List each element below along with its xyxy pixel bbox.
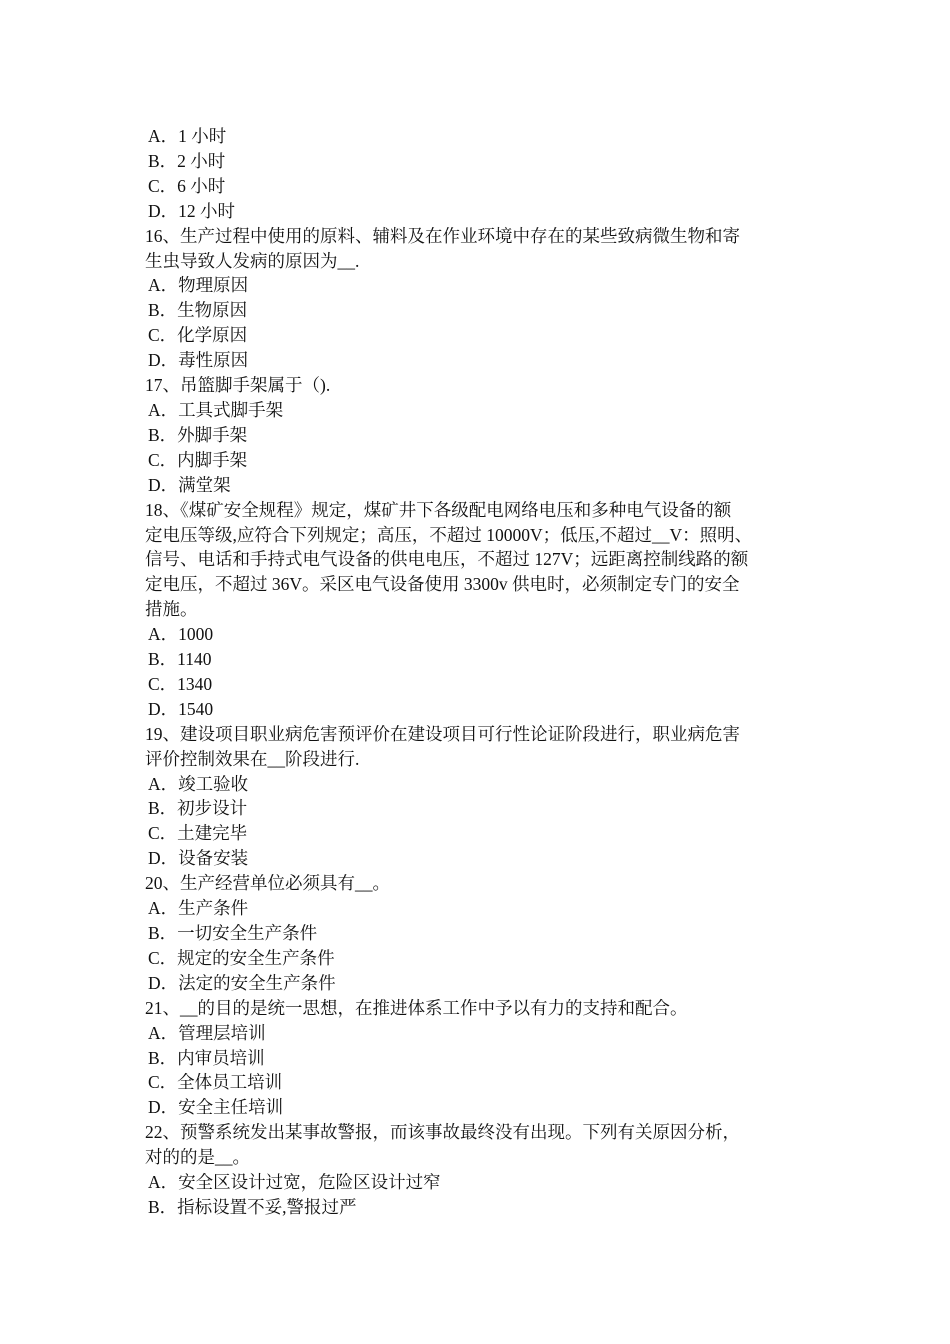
answer-option-line: C．土建完毕 [148, 823, 248, 844]
answer-option-line: B．1140 [148, 649, 212, 670]
question-text-line: 17、吊篮脚手架属于（). [145, 375, 331, 396]
document-page [145, 124, 825, 1220]
answer-option-line: A．物理原因 [148, 275, 249, 296]
answer-option-line: D．1540 [148, 698, 214, 719]
question-text-line: 19、建设项目职业病危害预评价在建设项目可行性论证阶段进行，职业病危害 [145, 723, 740, 744]
answer-option-line: B．2 小时 [148, 150, 226, 171]
answer-option-line: A．1 小时 [148, 126, 227, 146]
answer-option-line: C．化学原因 [148, 325, 248, 346]
question-text-line: 20、生产经营单位必须具有__。 [145, 873, 390, 894]
answer-option-line: D．12 小时 [148, 200, 236, 221]
question-text-line: 18、《煤矿安全规程》规定，煤矿井下各级配电网络电压和多种电气设备的额 [145, 499, 732, 520]
answer-option-line: B．内审员培训 [148, 1047, 265, 1068]
question-text-line: 措施。 [145, 599, 198, 620]
answer-option-line: C．6 小时 [148, 175, 226, 196]
answer-option-line: D．满堂架 [148, 474, 231, 495]
answer-option-line: A．生产条件 [148, 898, 249, 919]
question-text-line: 信号、电话和手持式电气设备的供电电压，不超过 127V；远距离控制线路的额 [145, 549, 749, 570]
question-text-line: 22、预警系统发出某事故警报，而该事故最终没有出现。下列有关原因分析， [145, 1122, 740, 1143]
question-text-line: 定电压，不超过 36V。采区电气设备使用 3300v 供电时，必须制定专门的安全 [145, 574, 740, 595]
answer-option-line: A．竣工验收 [148, 773, 249, 794]
answer-option-line: D．法定的安全生产条件 [148, 972, 336, 993]
answer-option-line: C．内脚手架 [148, 449, 248, 470]
question-text-line: 生虫导致人发病的原因为__. [145, 250, 360, 271]
answer-option-line: B．生物原因 [148, 300, 248, 321]
answer-option-line: A．工具式脚手架 [148, 399, 284, 420]
answer-option-line: B．指标设置不妥,警报过严 [148, 1196, 357, 1217]
answer-option-line: A．安全区设计过宽，危险区设计过窄 [148, 1172, 441, 1193]
answer-option-line: D．设备安装 [148, 848, 249, 869]
question-text-line: 定电压等级,应符合下列规定；高压，不超过 10000V；低压,不超过__V：照明、 [145, 524, 753, 545]
answer-option-line: A．1000 [148, 624, 214, 645]
question-text-line: 对的的是__。 [145, 1147, 250, 1168]
question-text-line: 21、__的目的是统一思想，在推进体系工作中予以有力的支持和配合。 [145, 997, 688, 1018]
answer-option-line: D．安全主任培训 [148, 1097, 284, 1118]
answer-option-line: B．一切安全生产条件 [148, 923, 318, 943]
question-text-line: 评价控制效果在__阶段进行. [145, 748, 360, 769]
answer-option-line: D．毒性原因 [148, 350, 249, 371]
answer-option-line: C．1340 [148, 673, 213, 694]
answer-option-line: C．全体员工培训 [148, 1072, 283, 1093]
answer-option-line: B．初步设计 [148, 798, 248, 819]
question-text-line: 16、生产过程中使用的原料、辅料及在作业环境中存在的某些致病微生物和寄 [145, 225, 740, 246]
answer-option-line: A．管理层培训 [148, 1022, 266, 1043]
answer-option-line: B．外脚手架 [148, 424, 248, 445]
answer-option-line: C．规定的安全生产条件 [148, 947, 335, 968]
